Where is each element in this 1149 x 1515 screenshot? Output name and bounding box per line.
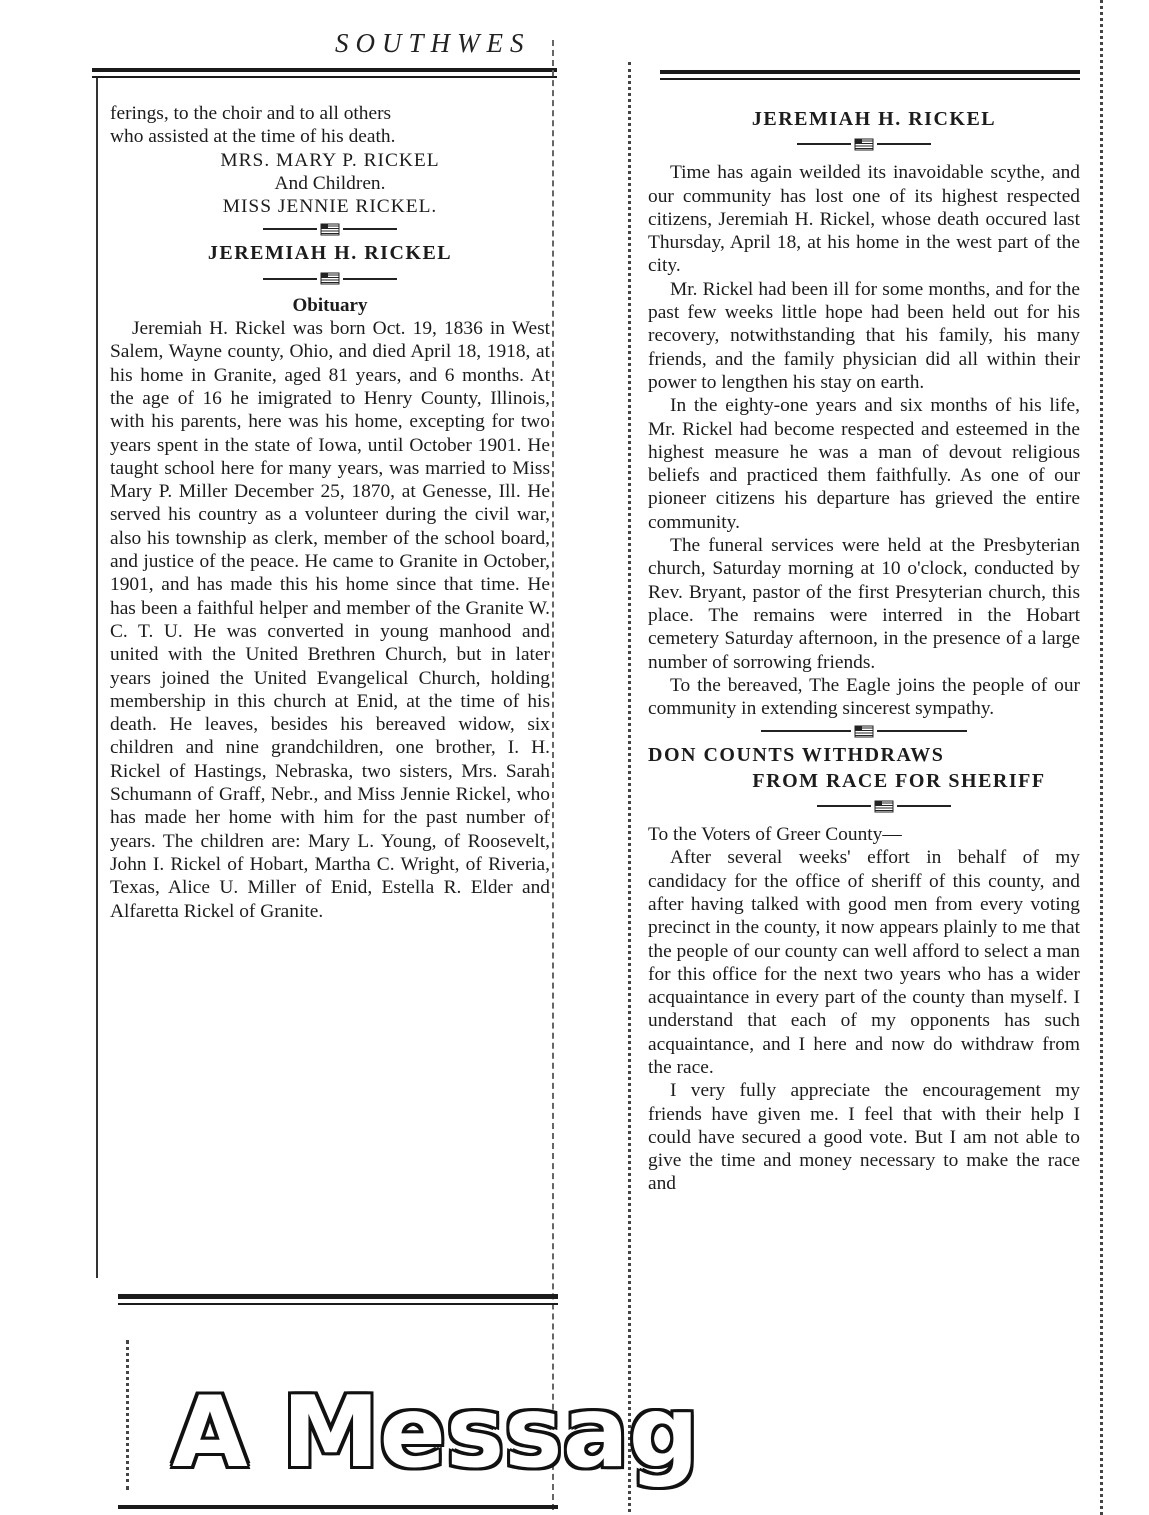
flag-icon <box>855 139 873 150</box>
ad-top-rule-thin <box>118 1303 558 1305</box>
obituary-subhead: Obituary <box>292 294 368 316</box>
withdrawal-headline-line-1: DON COUNTS WITHDRAWS <box>648 744 945 767</box>
left-column <box>110 102 550 923</box>
flag-ornament <box>110 268 550 290</box>
flag-icon <box>321 224 339 235</box>
right-column <box>648 106 1080 1199</box>
flag-icon <box>875 801 893 812</box>
news-paragraph-1: Time has again weilded its inavoidable scythe, and our community has lost one of its highest respected citizens, Jeremiah H. Rickel, whose death occured last Thursday, April 18, at his home in the west part of the city. <box>648 162 1080 277</box>
right-top-rule-thin <box>660 78 1080 80</box>
salutation: To the Voters of Greer County— <box>648 824 902 846</box>
news-headline: JEREMIAH H. RICKEL <box>751 108 997 130</box>
flag-ornament <box>648 133 1080 155</box>
left-top-rule-thin <box>92 76 557 78</box>
signature-line-3: MISS JENNIE RICKEL. <box>222 196 438 218</box>
news-paragraph-2: Mr. Rickel had been ill for some months, and for the past few weeks little hope had been held out for his recovery, notwithstanding that his family, his many friends, and the family physician did all within their power to lengthen his stay on earth. <box>648 278 1080 393</box>
card-line-1: ferings, to the choir and to all others <box>110 103 392 124</box>
ad-bottom-rule <box>118 1505 558 1509</box>
right-top-rule <box>660 70 1080 74</box>
news-paragraph-3: In the eighty-one years and six months of his life, Mr. Rickel had become respected and esteemed in the highest measure he was a man of devout religious beliefs and practiced them faithfully. As one of our pioneer citizens his departure has grieved the entire community. <box>648 395 1080 533</box>
ad-top-rule <box>118 1294 558 1299</box>
right-column-left-edge <box>628 62 631 1512</box>
flag-icon <box>855 726 873 737</box>
page-right-edge <box>1100 0 1103 1515</box>
withdrawal-paragraph-1: After several weeks' effort in behalf of my candidacy for the office of sheriff of this county, and after having talked with good men from every voting precinct in the county, it now appears plainly to me that the people of our county can well afford to select a man for this office for the next two years who has a wider acquaintance in every part of the county than myself. I understand that each of my opponents has such acquaintance, and I here and now do withdraw from the race. <box>648 847 1081 1078</box>
signature-line-1: MRS. MARY P. RICKEL <box>220 149 440 171</box>
flag-icon <box>321 273 339 284</box>
flag-ornament <box>688 795 1080 817</box>
card-line-2: who assisted at the time of his death. <box>110 126 396 148</box>
news-paragraph-4: The funeral services were held at the Presbyterian church, Saturday morning at 10 o'clock, conducted by Rev. Bryant, pastor of the first Presyterian church, this place. The remains were interred in the Hobart cemetery Saturday afternoon, in the presence of a large number of sorrowing friends. <box>648 535 1080 673</box>
obituary-headline: JEREMIAH H. RICKEL <box>207 242 453 265</box>
left-column-right-edge <box>552 40 554 1510</box>
flag-ornament <box>110 218 550 240</box>
left-top-rule <box>92 68 557 72</box>
signature-line-2: And Children. <box>274 172 386 194</box>
advertisement-headline: A Messag <box>172 1376 699 1490</box>
flag-ornament <box>648 720 1080 742</box>
withdrawal-paragraph-2: I very fully appreciate the encouragement my friends have given me. I feel that with their help I could have secured a good vote. But I am not able to give the time and money necessary to make the race and <box>648 1080 1080 1195</box>
masthead: SOUTHWES <box>335 28 531 58</box>
left-column-edge <box>96 78 98 1278</box>
news-paragraph-5: To the bereaved, The Eagle joins the people of our community in extending sincerest sympathy. <box>648 674 1080 720</box>
withdrawal-headline-line-2: FROM RACE FOR SHERIFF <box>752 769 1046 792</box>
obituary-body: Jeremiah H. Rickel was born Oct. 19, 1836 in West Salem, Wayne county, Ohio, and died April 18, 1918, at his home in Granite, aged 81 years, and 6 months. At the age of 16 he imigrated to Henry County, Illinois, with his parents, here was his home, excepting for two years spent in the state of Iowa, until October 1901. He taught school here for many years, was married to Miss Mary P. Miller December 25, 1870, at Genesse, Ill. He served his country as a volunteer during the civil war, also his township as clerk, member of the school board, and justice of the peace. He came to Granite in October, 1901, and has made this his home since that time. He has been a faithful helper and member of the Granite W. C. T. U. He was converted in young manhood and united with the United Brethren Church, but in later years joined the United Evangelical Church, holding membership in this church at Enid, at the time of his death. He leaves, besides his bereaved widow, six children and nine grandchildren, one brother, I. H. Rickel of Hastings, Nebraska, two sisters, Mrs. Sarah Schumann of Graff, Nebr., and Miss Jennie Rickel, who has made her home with him for the past number of years. The children are: Mary L. Young, of Roosevelt, John I. Rickel of Hobart, Martha C. Wright, of Riveria, Texas, Alice U. Miller of Enid, Estella R. Elder and Alfaretta Rickel of Granite. <box>110 318 550 922</box>
ad-left-edge <box>126 1340 129 1490</box>
